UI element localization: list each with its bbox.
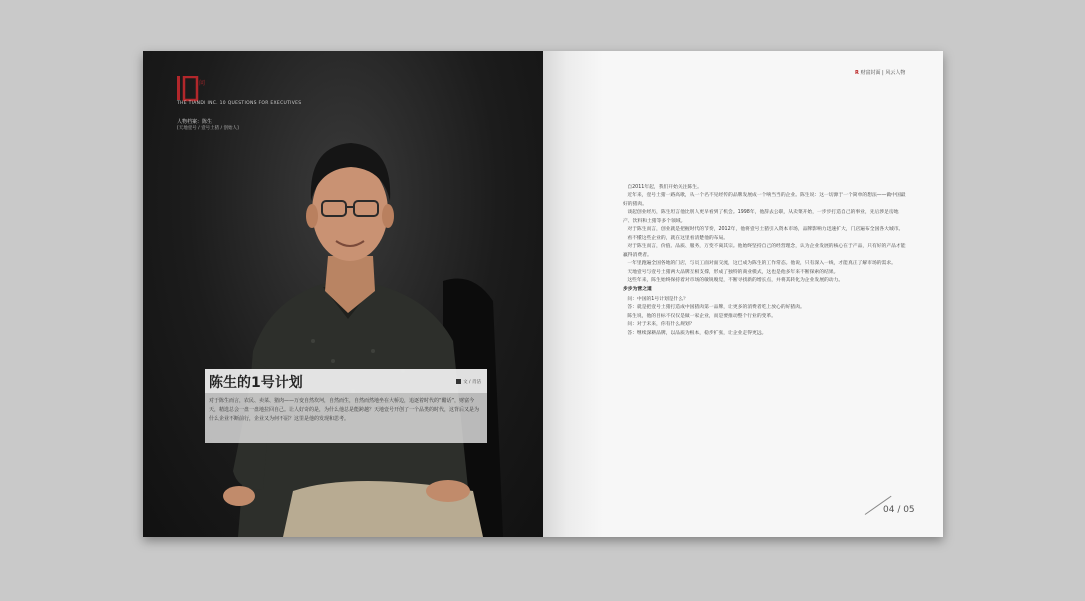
title-box bbox=[205, 369, 487, 443]
person-label: 人物档案：陈生 bbox=[177, 119, 213, 125]
paragraph: 对于陈生而言，创业就是把握时代的节奏，2012年，他将壹号土猪引入资本市场，品牌影响力迅速扩大，门店遍布全国各大城市。 bbox=[627, 227, 904, 233]
author-tag bbox=[456, 379, 481, 385]
magazine-spread bbox=[143, 51, 943, 537]
right-page bbox=[543, 51, 943, 537]
svg-text:问: 问 bbox=[199, 80, 206, 87]
left-page bbox=[143, 51, 543, 537]
running-header bbox=[855, 69, 905, 76]
paragraph: 答：继续深耕品牌，以品质为根本，稳步扩张，让企业走得更远。 bbox=[627, 330, 767, 336]
paragraph: 问：对于未来，你有什么规划？ bbox=[627, 322, 695, 328]
ten-logo-icon bbox=[177, 76, 207, 102]
paragraph: 问：中国的1号计划是什么？ bbox=[627, 296, 688, 302]
paragraph: 天地壹号与壹号土猪两大品牌互相支撑，形成了独特的商业模式，这也是他多年来不断探索的结果。 bbox=[627, 269, 839, 275]
article-intro: 对于陈生而言，农民、卖菜、猪肉——万变自然坎坷，自然而生，自然而然地坐在大桥边，追逐着时代的“醋话”，财富今天，精选总会一盘一盘地拉回自己。让人好奇的是，为什么他总是能跨越？天地壹号开创了一个品类的时代，这背后又是为什么企业不断前行，企业又为何不屈？这里是他的发现和思考。 bbox=[209, 398, 480, 422]
logo-subtitle: THE TIANDI INC. 10 QUESTIONS FOR EXECUTIVES bbox=[177, 101, 302, 106]
tag-square-icon bbox=[456, 379, 461, 384]
paragraph: 答：就是把壹号土猪打造成中国猪肉第一品牌，让更多的消费者吃上放心的好猪肉。 bbox=[627, 305, 805, 311]
paragraph: 自2011年起，我们开始关注陈生。 bbox=[627, 185, 702, 190]
paragraph: 陈生说，他的目标不仅仅是做一家企业，而是要推动整个行业的变革。 bbox=[627, 313, 777, 319]
running-header-text: 财富封面 | 风云人物 bbox=[860, 70, 906, 76]
paragraph: 一年里跑遍全国各地的门店，与员工面对面交流，这已成为陈生的工作常态。他说，只有深入一线，才能真正了解市场的需求。 bbox=[627, 261, 896, 267]
paragraph: 对于陈生而言，价值、品质、服务，万变不离其宗。他始终坚持自己的经营理念，认为企业发展的核心在于产品，只有好的产品才能赢得消费者。 bbox=[623, 244, 906, 258]
paragraph: 这些年来，陈生始终保持着对市场的敏锐嗅觉，不断寻找新的增长点，并将其转化为企业发展的动力。 bbox=[627, 277, 844, 283]
paragraph: 谈起创业经历，陈生坦言他比别人更早看到了机会。1998年，他辞去公职，从卖菜开始，一步步打造自己的事业，先后涉足房地产、饮料和土猪等多个领域。 bbox=[623, 210, 899, 224]
subheading: 步步为营之道 bbox=[623, 287, 652, 293]
page-gutter bbox=[543, 51, 603, 537]
paragraph: 看不懂这些企业的，就在这里看清楚他的布局。 bbox=[627, 235, 729, 241]
brand-mark: R bbox=[855, 70, 859, 76]
article-title: 陈生的1号计划 bbox=[209, 375, 303, 391]
page-number: 04 / 05 bbox=[883, 505, 915, 515]
paragraph: 近年来，壹号土猪一路高歌，从一个名不见经传的品牌发展成一个响当当的企业。陈生说：这一切源于一个简单的想法——做中国最好的猪肉。 bbox=[623, 193, 906, 207]
article-body bbox=[623, 184, 907, 338]
person-role: [天地壹号 / 壹号土猪 / 创始人] bbox=[177, 126, 239, 131]
author-text: 文 / 肖洁 bbox=[463, 380, 481, 385]
